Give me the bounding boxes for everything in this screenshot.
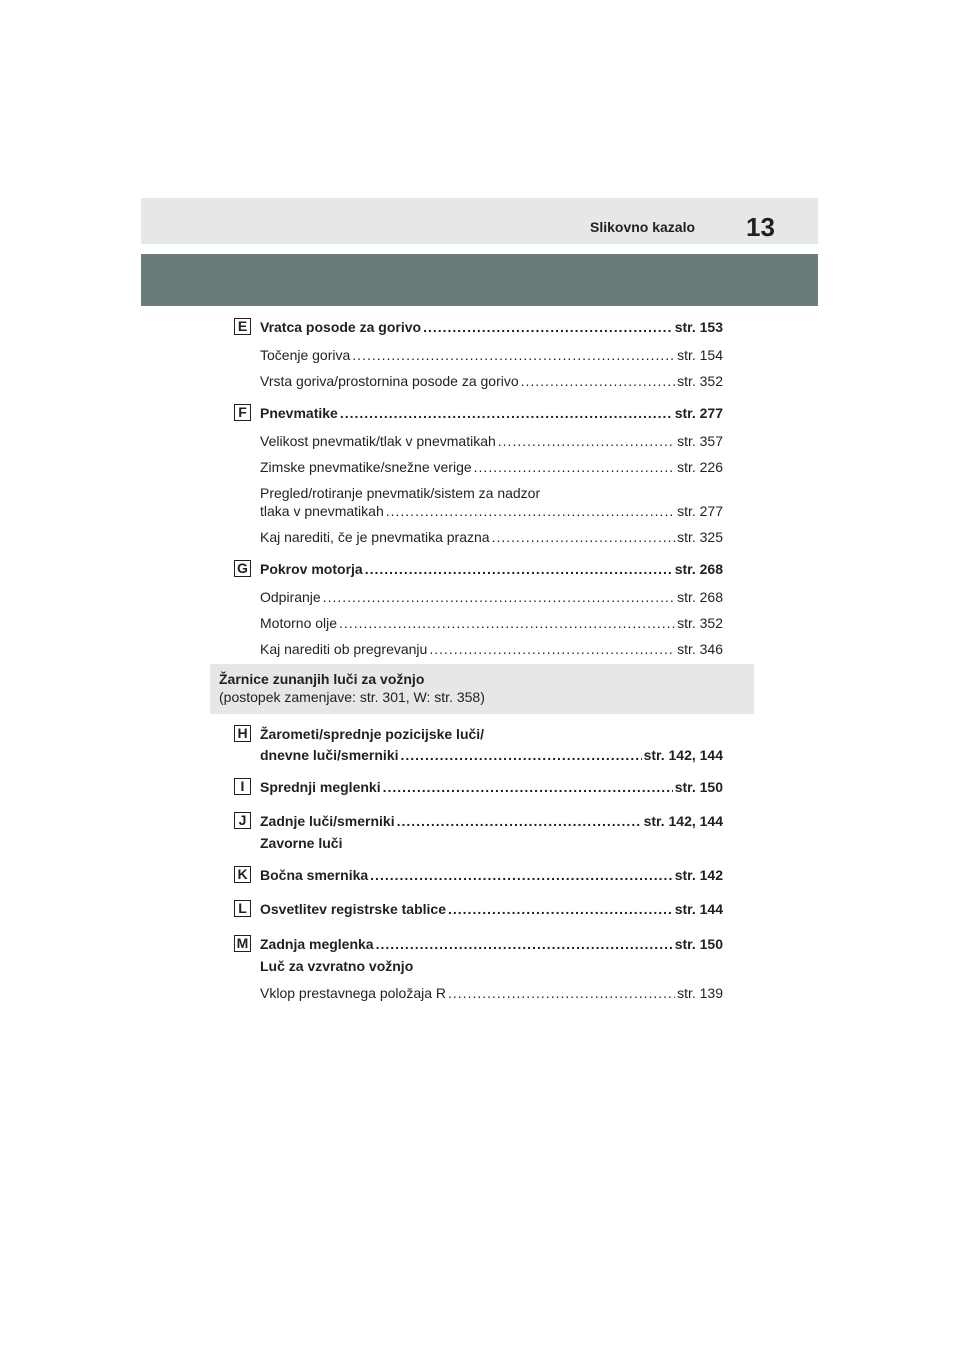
entry-overheating[interactable] (260, 640, 723, 658)
entry-label: Zadnje luči/smerniki (260, 813, 395, 829)
entry-page: str. 226 (677, 459, 723, 475)
entry-page: str. 142, 144 (643, 813, 723, 829)
entry-refueling[interactable] (260, 346, 723, 364)
entry-label: Motorno olje (260, 615, 338, 631)
entry-tires[interactable] (260, 404, 723, 422)
leader-dots (376, 935, 673, 953)
entry-label: Kaj narediti ob pregrevanju (260, 641, 428, 657)
entry-label: Vklop prestavnega položaja R (260, 985, 447, 1001)
entry-hood[interactable] (260, 560, 723, 578)
entry-page: str. 154 (677, 347, 723, 363)
entry-page: str. 153 (674, 319, 723, 335)
entry-label: tlaka v pnevmatikah (260, 503, 384, 519)
entry-page: str. 150 (674, 779, 723, 795)
leader-dots (521, 372, 675, 390)
leader-dots (498, 432, 675, 450)
entry-label: Sprednji meglenki (260, 779, 381, 795)
entry-label: Kaj narediti, če je pnevmatika prazna (260, 529, 490, 545)
entry-opening[interactable] (260, 588, 723, 606)
entry-fuel-type[interactable] (260, 372, 723, 390)
entry-page: str. 268 (674, 561, 723, 577)
leader-dots (492, 528, 676, 546)
section-letter-h: H (234, 725, 251, 742)
header-band (141, 198, 818, 244)
note-title: Žarnice zunanjih luči za vožnjo (219, 671, 425, 687)
entry-tire-inspection-line1: Pregled/rotiranje pnevmatik/sistem za nadzor (260, 485, 541, 501)
entry-rear-lights[interactable] (260, 812, 723, 830)
entry-page: str. 142, 144 (643, 747, 723, 763)
leader-dots (397, 812, 642, 830)
entry-label: Osvetlitev registrske tablice (260, 901, 446, 917)
entry-reverse-gear[interactable] (260, 984, 723, 1002)
section-letter-j: J (234, 812, 251, 829)
entry-label: Točenje goriva (260, 347, 351, 363)
entry-front-fog[interactable] (260, 778, 723, 796)
entry-reverse-light[interactable]: Luč za vzvratno vožnjo (260, 958, 414, 974)
entry-winter-tires[interactable] (260, 458, 723, 476)
section-letter-m: M (234, 935, 251, 952)
leader-dots (383, 778, 673, 796)
entry-page: str. 277 (677, 503, 723, 519)
leader-dots (370, 866, 673, 884)
entry-label: Velikost pnevmatik/tlak v pnevmatikah (260, 433, 496, 449)
entry-label: Pnevmatike (260, 405, 338, 421)
section-letter-l: L (234, 900, 251, 917)
entry-label: Odpiranje (260, 589, 321, 605)
entry-headlights[interactable] (260, 746, 723, 764)
leader-dots (386, 502, 675, 520)
entry-page: str. 139 (677, 985, 723, 1001)
entry-fuel-door[interactable] (260, 318, 723, 336)
entry-page: str. 142 (674, 867, 723, 883)
entry-page: str. 144 (674, 901, 723, 917)
entry-page: str. 352 (677, 373, 723, 389)
entry-label: Vratca posode za gorivo (260, 319, 422, 335)
page-number: 13 (746, 212, 775, 242)
section-letter-g: G (234, 560, 251, 577)
entry-license-light[interactable] (260, 900, 723, 918)
entry-engine-oil[interactable] (260, 614, 723, 632)
section-banner (141, 254, 818, 306)
entry-page: str. 346 (677, 641, 723, 657)
entry-label: Zimske pnevmatike/snežne verige (260, 459, 472, 475)
leader-dots (352, 346, 675, 364)
leader-dots (474, 458, 675, 476)
entry-page: str. 277 (674, 405, 723, 421)
leader-dots (448, 900, 673, 918)
entry-page: str. 325 (677, 529, 723, 545)
leader-dots (339, 614, 675, 632)
entry-flat-tire[interactable] (260, 528, 723, 546)
entry-page: str. 268 (677, 589, 723, 605)
entry-side-turn[interactable] (260, 866, 723, 884)
entry-rear-fog[interactable] (260, 935, 723, 953)
leader-dots (401, 746, 642, 764)
section-letter-f: F (234, 404, 251, 421)
entry-page: str. 352 (677, 615, 723, 631)
header-title: Slikovno kazalo (590, 219, 696, 235)
leader-dots (340, 404, 673, 422)
leader-dots (429, 640, 675, 658)
note-subtitle: (postopek zamenjave: str. 301, W: str. 358) (219, 689, 485, 705)
entry-headlights-line1: Žarometi/sprednje pozicijske luči/ (260, 726, 485, 742)
entry-label: Pokrov motorja (260, 561, 363, 577)
entry-brake-lights[interactable]: Zavorne luči (260, 835, 343, 851)
entry-label: dnevne luči/smerniki (260, 747, 399, 763)
entry-page: str. 357 (677, 433, 723, 449)
entry-page: str. 150 (674, 936, 723, 952)
leader-dots (365, 560, 673, 578)
entry-label: Zadnja meglenka (260, 936, 374, 952)
section-letter-i: I (234, 778, 251, 795)
section-letter-e: E (234, 318, 251, 335)
section-letter-k: K (234, 866, 251, 883)
entry-tire-size[interactable] (260, 432, 723, 450)
entry-label: Vrsta goriva/prostornina posode za gorivo (260, 373, 519, 389)
leader-dots (423, 318, 673, 336)
entry-label: Bočna smernika (260, 867, 369, 883)
entry-tire-inspection[interactable] (260, 502, 723, 520)
leader-dots (323, 588, 675, 606)
leader-dots (448, 984, 675, 1002)
